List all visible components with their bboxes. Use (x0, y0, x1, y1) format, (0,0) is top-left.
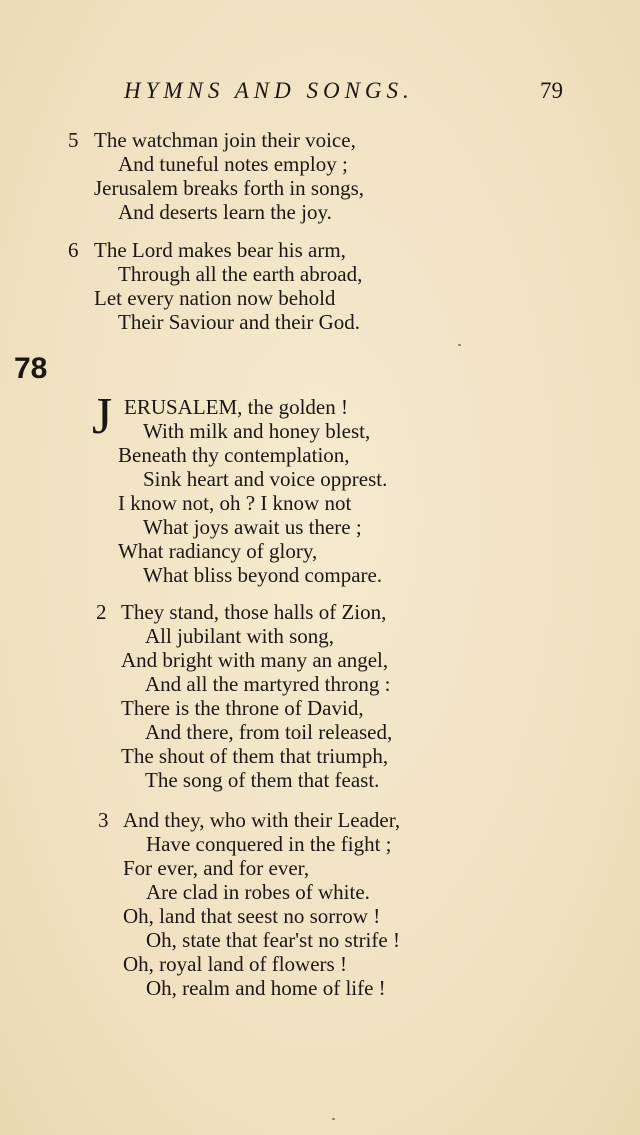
verse-line: The Lord makes bear his arm, (94, 238, 346, 262)
verse-line: I know not, oh ? I know not (118, 491, 352, 515)
verse-line: There is the throne of David, (121, 696, 364, 720)
verse-line: Through all the earth abroad, (118, 262, 363, 286)
verse-line: What radiancy of glory, (118, 539, 318, 563)
verse-line: Oh, state that fear'st no strife ! (146, 928, 400, 952)
verse-line: Jerusalem breaks forth in songs, (94, 176, 365, 200)
verse-line: And deserts learn the joy. (118, 200, 332, 224)
page-header (0, 76, 640, 106)
verse-line: And they, who with their Leader, (123, 808, 401, 832)
verse-line: They stand, those halls of Zion, (121, 600, 387, 624)
verse-line: Oh, royal land of flowers ! (123, 952, 347, 976)
verse-line: And tuneful notes employ ; (118, 152, 348, 176)
verse-line: Let every nation now behold (94, 286, 336, 310)
verse-line: Oh, realm and home of life ! (146, 976, 386, 1000)
drop-cap: J (92, 388, 113, 445)
verse-line: Have conquered in the fight ; (146, 832, 392, 856)
verse-line: With milk and honey blest, (143, 419, 371, 443)
page-number: 79 (540, 78, 563, 103)
paper-speck (332, 1118, 335, 1120)
stanza-number: 5 (68, 128, 79, 152)
verse-line: For ever, and for ever, (123, 856, 310, 880)
verse-line: Are clad in robes of white. (146, 880, 370, 904)
verse-line: And all the martyred throng : (145, 672, 391, 696)
verse-line: What joys await us there ; (143, 515, 362, 539)
running-title: HYMNS AND SONGS. (124, 78, 414, 103)
verse-line: Oh, land that seest no sorrow ! (123, 904, 381, 928)
stanza-number: 3 (98, 808, 109, 832)
verse-line: Sink heart and voice opprest. (143, 467, 388, 491)
verse-line: All jubilant with song, (145, 624, 334, 648)
verse-line: And bright with many an angel, (121, 648, 389, 672)
verse-line: Beneath thy contemplation, (118, 443, 350, 467)
verse-line: Their Saviour and their God. (118, 310, 361, 334)
verse-line: The watchman join their voice, (94, 128, 356, 152)
verse-line: The shout of them that triumph, (121, 744, 389, 768)
stanza-number: 2 (96, 600, 107, 624)
paper-speck (458, 344, 461, 346)
verse-line: ERUSALEM, the golden ! (124, 395, 348, 419)
stanza-number: 6 (68, 238, 79, 262)
hymn-number: 78 (14, 352, 48, 385)
verse-line: What bliss beyond compare. (143, 563, 383, 587)
verse-line: And there, from toil released, (145, 720, 393, 744)
verse-line: The song of them that feast. (145, 768, 380, 792)
